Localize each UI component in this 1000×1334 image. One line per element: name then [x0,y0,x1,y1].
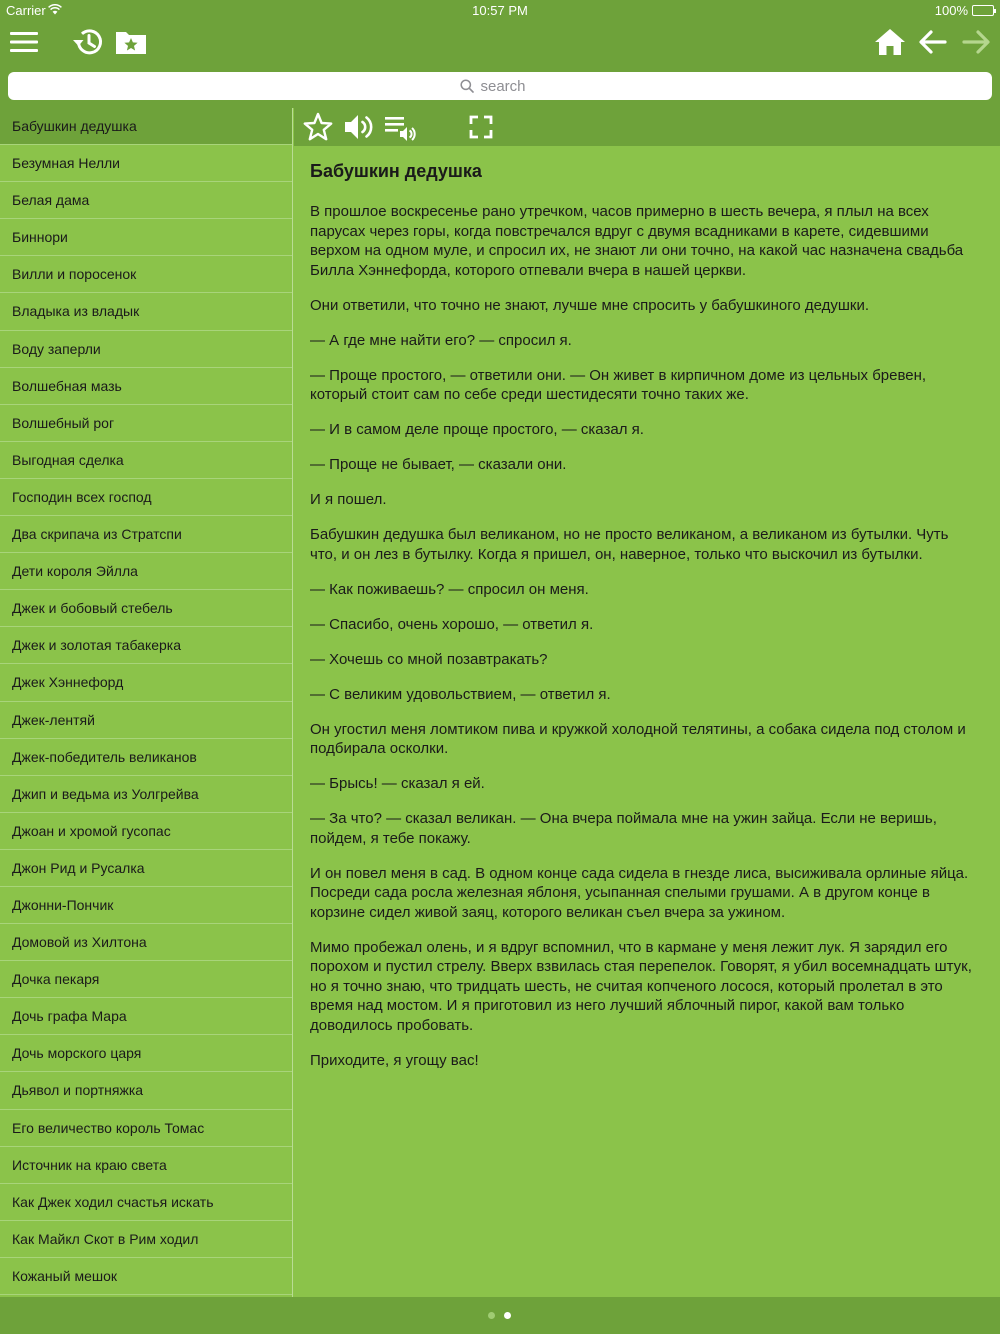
list-item[interactable]: Джек и золотая табакерка [0,627,292,664]
speak-button[interactable] [343,111,375,143]
list-item[interactable]: Джон Рид и Русалка [0,850,292,887]
story-paragraph: Бабушкин дедушка был великаном, но не просто великаном, а великаном из бутылки. Чуть что, и он лез в бутылку. Когда я пришел, он, наверное, только что выскочил из бутылки. [310,526,949,563]
fullscreen-button[interactable] [465,111,497,143]
story-paragraph: Он угостил меня ломтиком пива и кружкой холодной телятины, а собака сидела под столом и подбирала осколки. [310,720,966,757]
back-arrow-icon [915,26,951,58]
list-item[interactable]: Безумная Нелли [0,145,292,182]
list-item[interactable]: Дочка пекаря [0,961,292,998]
clock: 10:57 PM [472,3,528,18]
list-item[interactable]: Джонни-Пончик [0,887,292,924]
list-item[interactable]: Волшебная мазь [0,368,292,405]
list-item[interactable]: Выгодная сделка [0,442,292,479]
menu-button[interactable] [6,26,42,58]
forward-button[interactable] [958,26,994,58]
list-item[interactable]: Кожаный мешок [0,1258,292,1295]
list-item[interactable]: Его величество король Томас [0,1110,292,1147]
list-item[interactable]: Биннори [0,219,292,256]
story-paragraph: И я пошел. [310,491,387,508]
story-paragraph: И он повел меня в сад. В одном конце сада сидела в гнезде лиса, высиживала орлиные яйца. Посреди сада росла железная яблоня, усыпанная спелыми грушами. А в другом конце в корзине сидел живой заяц, которого великан съел вчера за ужином. [310,864,969,921]
list-item[interactable]: Джек-лентяй [0,702,292,739]
list-item[interactable]: Владыка из владык [0,293,292,330]
list-item[interactable]: Дети короля Эйлла [0,553,292,590]
history-icon [70,26,106,58]
home-icon [872,26,908,58]
story-paragraph: — Хочешь со мной позавтракать? [310,650,548,668]
star-icon [302,111,334,143]
story-paragraph: В прошлое воскресенье рано утречком, часов примерно в шесть вечера, я плыл на всех парусах через горы, когда повстречался вдруг с двумя всадниками в карете, сидевшими верхом на одном муле, и спросил их, не знают ли они точно, на какой час назначена свадьба Билла Хэннефорда, которого отпевали вчера в нашей церкви. [310,203,964,279]
playlist-button[interactable] [384,111,416,143]
fullscreen-icon [465,111,497,143]
list-item[interactable]: Белая дама [0,182,292,219]
battery-percentage: 100% [934,3,968,18]
story-paragraph: — И в самом деле проще простого, — сказал я. [310,421,644,438]
bookmarks-button[interactable] [113,26,149,58]
search-input[interactable] [481,78,541,95]
story-paragraph: — С великим удовольствием, — ответил я. [310,685,611,703]
list-item[interactable]: Источник на краю света [0,1147,292,1184]
story-paragraph: Они ответили, что точно не знают, лучше мне спросить у бабушкиного дедушки. [310,296,870,314]
battery-icon [972,5,994,16]
story-paragraph: Приходите, я угощу вас! [310,1051,479,1069]
bookmarks-folder-icon [113,26,149,58]
bottom-bar [0,1297,1000,1334]
list-item[interactable]: Бабушкин дедушка [0,108,292,145]
page-indicator-dot-1[interactable] [488,1312,495,1319]
home-button[interactable] [872,26,908,58]
story-paragraph: — Проще простого, — ответили они. — Он живет в кирпичном доме из цельных бревен, который стоит сам по себе среди шестидесяти точно таких же. [310,366,927,403]
story-list[interactable] [0,108,293,1297]
list-item[interactable]: Два скрипача из Стратспи [0,516,292,553]
story-paragraph: — За что? — сказал великан. — Она вчера поймала мне на ужин зайца. Если не веришь, пойдем, я тебе покажу. [310,810,937,847]
list-item[interactable]: Джек Хэннефорд [0,664,292,701]
playlist-audio-icon [384,111,416,143]
search-icon [460,79,474,93]
speaker-icon [343,111,375,143]
search-bar[interactable] [8,72,992,100]
list-item[interactable]: Воду заперли [0,331,292,368]
carrier-label: Carrier [6,3,46,18]
list-item[interactable]: Джоан и хромой гусопас [0,813,292,850]
list-item[interactable]: Джек и бобовый стебель [0,590,292,627]
list-item[interactable]: Дьявол и портняжка [0,1072,292,1109]
story-paragraph: — Как поживаешь? — спросил он меня. [310,580,589,598]
story-paragraph: — Проще не бывает, — сказали они. [310,456,567,473]
list-item[interactable]: Джек-победитель великанов [0,739,292,776]
story-text [310,202,976,1070]
list-item[interactable]: Господин всех господ [0,479,292,516]
list-item[interactable]: Волшебный рог [0,405,292,442]
menu-icon [6,26,42,58]
list-item[interactable]: Дочь графа Мара [0,998,292,1035]
list-item[interactable]: Дочь морского царя [0,1035,292,1072]
story-title: Бабушкин дедушка [310,161,482,181]
story-paragraph: — Спасибо, очень хорошо, — ответил я. [310,615,594,633]
list-item[interactable]: Вилли и поросенок [0,256,292,293]
status-bar [0,0,1000,22]
forward-arrow-icon [958,26,994,58]
content-toolbar [294,108,1000,146]
favorite-button[interactable] [302,111,334,143]
story-paragraph: — А где мне найти его? — спросил я. [310,331,572,349]
list-item[interactable]: Джип и ведьма из Уолгрейва [0,776,292,813]
history-button[interactable] [70,26,106,58]
list-item[interactable]: Домовой из Хилтона [0,924,292,961]
top-bar [0,0,1000,108]
page-indicator-dot-2[interactable] [504,1312,511,1319]
list-item[interactable]: Как Майкл Скот в Рим ходил [0,1221,292,1258]
story-paragraph: — Брысь! — сказал я ей. [310,775,485,792]
story-content [294,146,1000,1297]
story-paragraph: Мимо пробежал олень, и я вдруг вспомнил, что в кармане у меня лежит лук. Я зарядил его порохом и пустил стрелу. Вверх взвилась стая перепелок. Говорят, я убил восемнадцать штук, но я точно знаю, что тридцать шесть, не считая копченого лосося, который пролетал в это время над мостом. И я приготовил из него лучший яблочный пирог, какой вам только доводилось пробовать. [310,938,972,1034]
back-button[interactable] [915,26,951,58]
list-item[interactable]: Как Джек ходил счастья искать [0,1184,292,1221]
